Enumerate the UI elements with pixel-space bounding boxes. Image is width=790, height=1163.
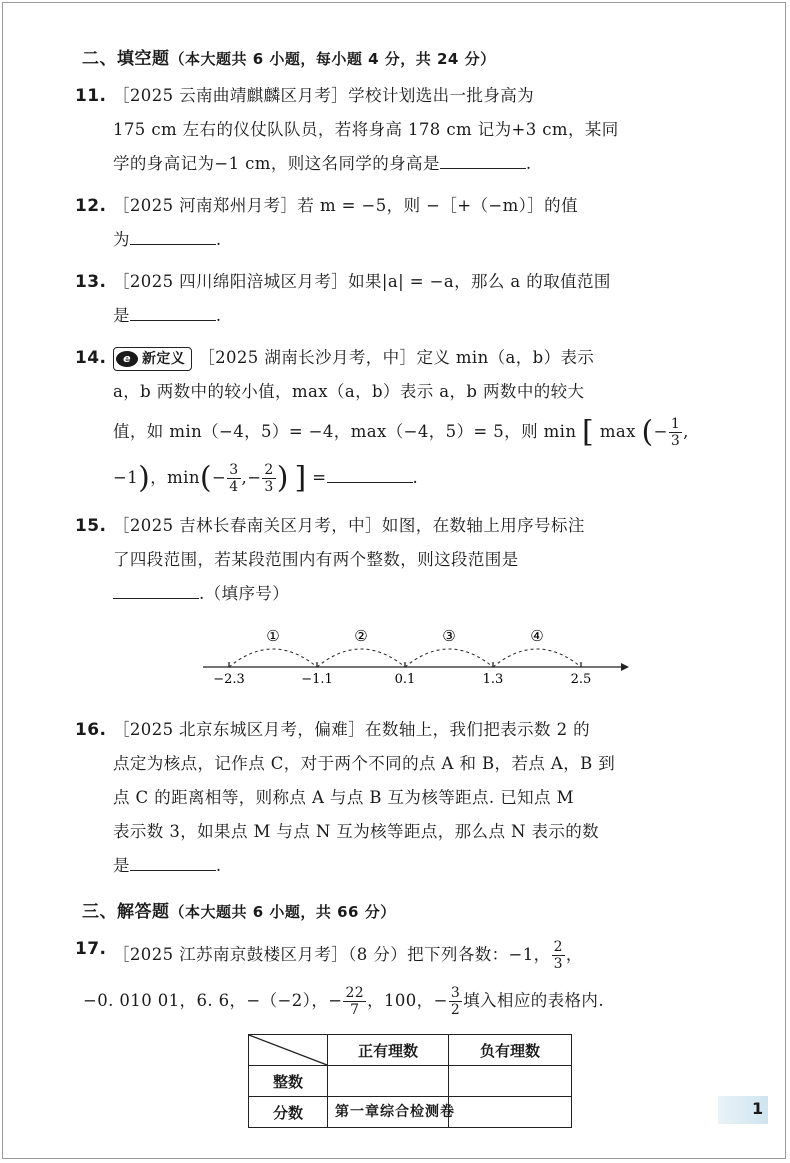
worksheet — [75, 40, 723, 1128]
question-16 — [75, 713, 723, 883]
left-paren: ( — [641, 414, 654, 450]
fraction — [552, 939, 565, 972]
numerator: 2 — [264, 462, 274, 478]
question-text: 值，如 min（−4，5）= −4，max（−4，5）= 5，则 min — [113, 422, 577, 441]
tick-label: 2.5 — [570, 672, 592, 687]
tick-label: 0.1 — [394, 672, 416, 687]
header-positive-rational: 正有理数 — [328, 1035, 449, 1066]
section-fill-in-blank-heading — [82, 44, 723, 69]
question-text: 学的身高记为−1 cm，则这名同学的身高是 — [113, 154, 440, 173]
period: . — [412, 468, 419, 487]
fraction — [669, 416, 682, 449]
arrow-head-icon — [621, 663, 629, 671]
page-number: 1 — [752, 1099, 764, 1118]
fraction — [449, 985, 462, 1018]
question-17 — [75, 932, 723, 1024]
answer-cell[interactable] — [328, 1066, 449, 1097]
question-text: −1 — [113, 468, 139, 487]
question-text: 是 — [113, 856, 130, 875]
question-text: 为 — [113, 230, 130, 249]
question-13 — [75, 265, 723, 333]
right-bracket: ] — [294, 460, 307, 496]
left-paren: ( — [199, 460, 212, 496]
numerator: 3 — [229, 462, 239, 478]
tick-label: 1.3 — [482, 672, 504, 687]
range-arc — [317, 649, 405, 667]
header-negative-rational: 负有理数 — [449, 1035, 572, 1066]
section-title: 三、解答题 — [82, 902, 170, 922]
question-text: ［2025 北京东城区月考，偏难］在数轴上，我们把表示数 2 的 — [113, 720, 591, 739]
question-15 — [75, 509, 723, 611]
question-number: 17. — [75, 939, 107, 959]
right-paren: ) — [276, 460, 289, 496]
numerator: 1 — [670, 416, 681, 432]
question-text: 点定为核点，记作点 C，对于两个不同的点 A 和 B，若点 A，B 到 — [113, 754, 616, 773]
range-label: ③ — [442, 627, 456, 645]
question-text: 表示数 3，如果点 M 与点 N 互为核等距点，那么点 N 表示的数 — [113, 822, 600, 841]
question-text: a，b 两数中的较小值，max（a，b）表示 a，b 两数中的较大 — [113, 382, 585, 401]
range-arc — [405, 649, 493, 667]
denominator: 4 — [229, 479, 239, 495]
question-text: ［2025 江苏南京鼓楼区月考］（8 分）把下列各数：−1， — [113, 945, 551, 964]
max-label: max — [599, 422, 636, 441]
diagonal-header-cell — [249, 1035, 328, 1066]
section-title: 二、填空题 — [82, 49, 170, 69]
answer-blank[interactable] — [327, 464, 413, 483]
question-number: 12. — [75, 196, 107, 216]
e-logo-icon: e — [116, 351, 138, 367]
period: . — [215, 856, 222, 875]
question-12 — [75, 189, 723, 257]
period: . — [215, 230, 222, 249]
fraction — [343, 985, 366, 1018]
question-text: −0. 010 01，6. 6，−（−2），− — [83, 991, 343, 1010]
answer-blank[interactable] — [130, 852, 216, 871]
tick-label: −1.1 — [301, 672, 333, 687]
denominator: 3 — [264, 479, 274, 495]
min-label: ，min — [150, 468, 200, 487]
denominator: 7 — [350, 1002, 360, 1018]
fraction — [262, 462, 275, 495]
question-text: .（填序号） — [199, 584, 290, 603]
range-label: ① — [266, 627, 280, 645]
number-line-figure — [201, 627, 631, 693]
row-label-integer: 整数 — [249, 1066, 328, 1097]
row-label-fraction: 分数 — [249, 1097, 328, 1128]
section-note: （本大题共 6 小题，每小题 4 分，共 24 分） — [169, 50, 496, 68]
right-paren: ) — [138, 460, 151, 496]
question-number: 15. — [75, 516, 107, 536]
question-text: 填入相应的表格内. — [463, 991, 604, 1010]
range-label: ② — [354, 627, 368, 645]
question-text: ［2025 云南曲靖麒麟区月考］学校计划选出一批身高为 — [113, 86, 535, 105]
answer-blank[interactable] — [130, 302, 216, 321]
footer-chapter-title: 第一章综合检测卷 — [335, 1104, 455, 1120]
question-text: ［2025 河南郑州月考］若 m = −5，则 −［+（−m）］的值 — [113, 196, 578, 215]
question-text: 是 — [113, 306, 130, 325]
section-solve-heading — [82, 897, 723, 922]
comma: ， — [565, 945, 583, 964]
answer-blank[interactable] — [130, 226, 216, 245]
question-11 — [75, 79, 723, 181]
section-note: （本大题共 6 小题，共 66 分） — [169, 903, 396, 921]
period: . — [525, 154, 532, 173]
fraction — [227, 462, 240, 495]
question-text: 175 cm 左右的仪仗队队员，若将身高 178 cm 记为+3 cm，某同 — [113, 120, 619, 139]
answer-cell[interactable] — [449, 1066, 572, 1097]
numerator: 22 — [345, 985, 365, 1001]
question-number: 16. — [75, 720, 107, 740]
new-definition-badge — [113, 347, 192, 371]
question-text: ［2025 湖南长沙月考，中］定义 min（a，b）表示 — [198, 348, 595, 367]
answer-blank[interactable] — [440, 150, 526, 169]
period: . — [215, 306, 222, 325]
question-text: 点 C 的距离相等，则称点 A 与点 B 互为核等距点. 已知点 M — [113, 788, 574, 807]
question-text: ［2025 四川绵阳涪城区月考］如果|a| = −a，那么 a 的取值范围 — [113, 272, 611, 291]
question-number: 11. — [75, 86, 107, 106]
question-number: 14. — [75, 348, 107, 368]
equals-sign: = — [312, 468, 327, 487]
answer-blank[interactable] — [113, 580, 199, 599]
range-label: ④ — [530, 627, 544, 645]
range-arc — [493, 649, 581, 667]
number-line-svg — [201, 627, 631, 693]
tick-label: −2.3 — [213, 672, 245, 687]
numerator: 3 — [450, 985, 461, 1001]
denominator: 3 — [670, 433, 681, 449]
range-arc — [229, 649, 317, 667]
left-bracket: [ — [582, 414, 595, 450]
question-14: 14. e 新定义 ［2025 湖南长沙月考，中］定义 min（a，b）表示 a，b 两数中的较小值，max（a，b）表示 a，b 两数中的较大 值，如 min（−4，5）= −4，max（−4，5）= 5，则 min [ max (− $\frac{1}{3}$ , −1)，min(− $\frac{3}{4}$ ,− $\frac{2}{3}$ ) ] = . — [83, 341, 723, 501]
question-text: ，100，− — [367, 991, 448, 1010]
question-text: ［2025 吉林长春南关区月考，中］如图，在数轴上用序号标注 — [113, 516, 585, 535]
denominator: 3 — [553, 956, 563, 972]
question-text: 了四段范围，若某段范围内有两个整数，则这段范围是 — [113, 550, 519, 569]
badge-label: 新定义 — [142, 350, 186, 367]
numerator: 2 — [553, 939, 563, 955]
diagonal-line — [249, 1035, 327, 1065]
denominator: 2 — [450, 1002, 461, 1018]
question-number: 13. — [75, 272, 107, 292]
